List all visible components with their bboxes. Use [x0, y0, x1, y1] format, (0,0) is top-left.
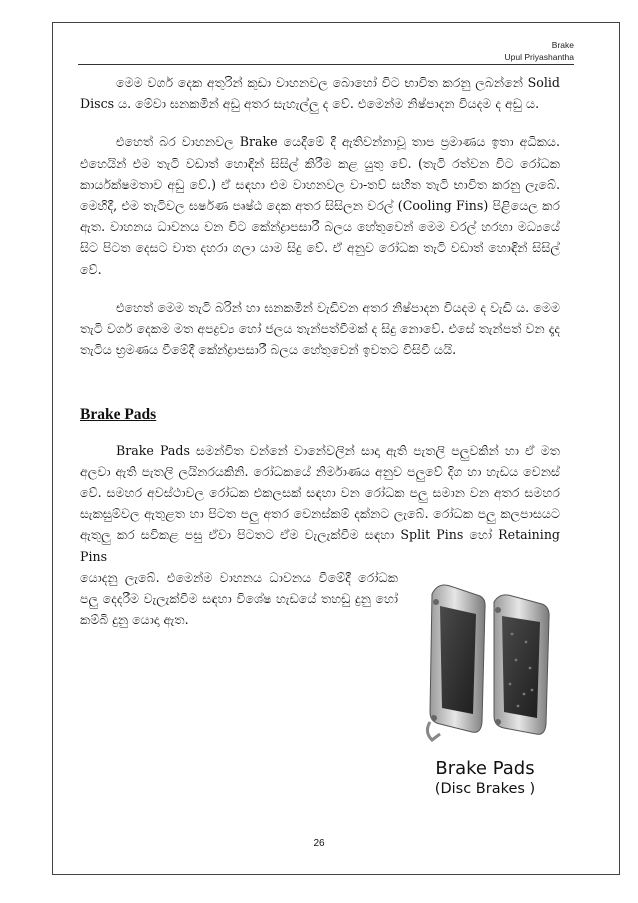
right-brake-pad	[494, 595, 549, 734]
section-heading: Brake Pads	[80, 406, 157, 424]
header-author: Upul Priyashantha	[504, 52, 574, 62]
brake-pads-image	[410, 572, 560, 757]
header-title: Brake	[551, 40, 574, 50]
paragraph-3: එහෙත් මෙම තැටි බරින් හා ඝනකමින් වැඩිවන අතර නිෂ්පාදන වියදම ද වැඩි ය. මෙම තැටි වර්ග දෙකම මත අපද්‍රව්‍ය හෝ ජලය තැන්පත්වීමක් ද සිදු නොවේ. එසේ තැන්පත් වන දෑද තැටිය භ්‍රමණය වීමේදී කේන්ද්‍රාපසාරී බලය හේතුවෙන් ඉවතට විසිවී යයි.	[80, 299, 560, 358]
header-rule	[78, 64, 574, 65]
figure-title: Brake Pads	[435, 758, 535, 779]
page-number: 26	[313, 838, 325, 849]
paragraph-1: මෙම වර්ග දෙක අතුරින් කුඩා වාහනවල බොහෝ විට භාවිත කරනු ලබන්නේ Solid Discs ය. මේවා ඝනකමින් අඩු අතර සැහැල්ලු ද වේ. එමෙන්ම නිෂ්පාදන වියදම ද අඩු ය.	[80, 75, 560, 112]
paragraph-brake-pads: Brake Pads සමන්විත වන්නේ වානේවලින් සාදා ඇති පැතලි පලුවකින් හා ඒ මත අලවා ඇති පැතලි ලයිනරයකිනි. රෝධකයේ නිර්මාණය අනුව පලුවේ දිග හා හැඩය වෙනස් වේ. සමහර අවස්ථාවල රෝධක එකලසක් සඳහා වන රෝධක පලු සමාන වන අතර සමහර සැකසුම්වල ඇතුළත හා පිටත පලු අතර වෙනස්කම් දක්නට ලැබේ. රෝධක පලු කලපාසයට ඇතුලු කර සවිකළ පසු ඒවා පිටතට ඒම වැලැක්වීම සඳහා Split Pins හෝ Retaining Pins	[80, 442, 560, 564]
figure-subtitle: (Disc Brakes )	[434, 781, 536, 797]
main-content	[80, 72, 560, 630]
paragraph-brake-pads-continued: යොදනු ලැබේ. එමෙන්ම වාහනය ධාවනය වීමේදී රෝධක පලු දෙදරීම වැලැක්වීම සඳහා විශේෂ හැඩයේ තහඩු දුනු හෝ කම්බි දුනු යොදා ඇත.	[80, 569, 398, 628]
brake-pads-figure	[410, 572, 560, 812]
left-brake-pad	[427, 585, 485, 740]
paragraph-2: එහෙත් බර වාහනවල Brake යෙදීමේ දී ඇතිවන්නාවූ තාප ප්‍රමාණය ඉතා අධිකය. එහෙයින් එම තැටි වඩාත් හොඳින් සිසිල් කිරීම කළ යුතු වේ. (තැටි රත්වන විට රෝධක කාර්යක්ෂමතාව අඩු වේ.) ඒ සඳහා එම වාහනවල වා-තව් සහිත තැටි භාවිත කරනු ලැබේ. මෙහිදී, එම තැටිවල ඝර්ෂණ පෘෂ්ඨ දෙක අතර සිසිලන වරල් (Cooling Fins) පිළියෙල කර ඇත. වාහනය ධාවනය වන විට කේන්ද්‍රාපසාරී බලය හේතුවෙන් මෙම වරල් හරහා මධ්‍යයේ සිට පිටත දෙසට වාත දහරා ගලා යාම සිදු වේ. ඒ අනුව රෝධක තැටි වඩාත් හොඳින් සිසිල් වේ.	[80, 134, 560, 277]
